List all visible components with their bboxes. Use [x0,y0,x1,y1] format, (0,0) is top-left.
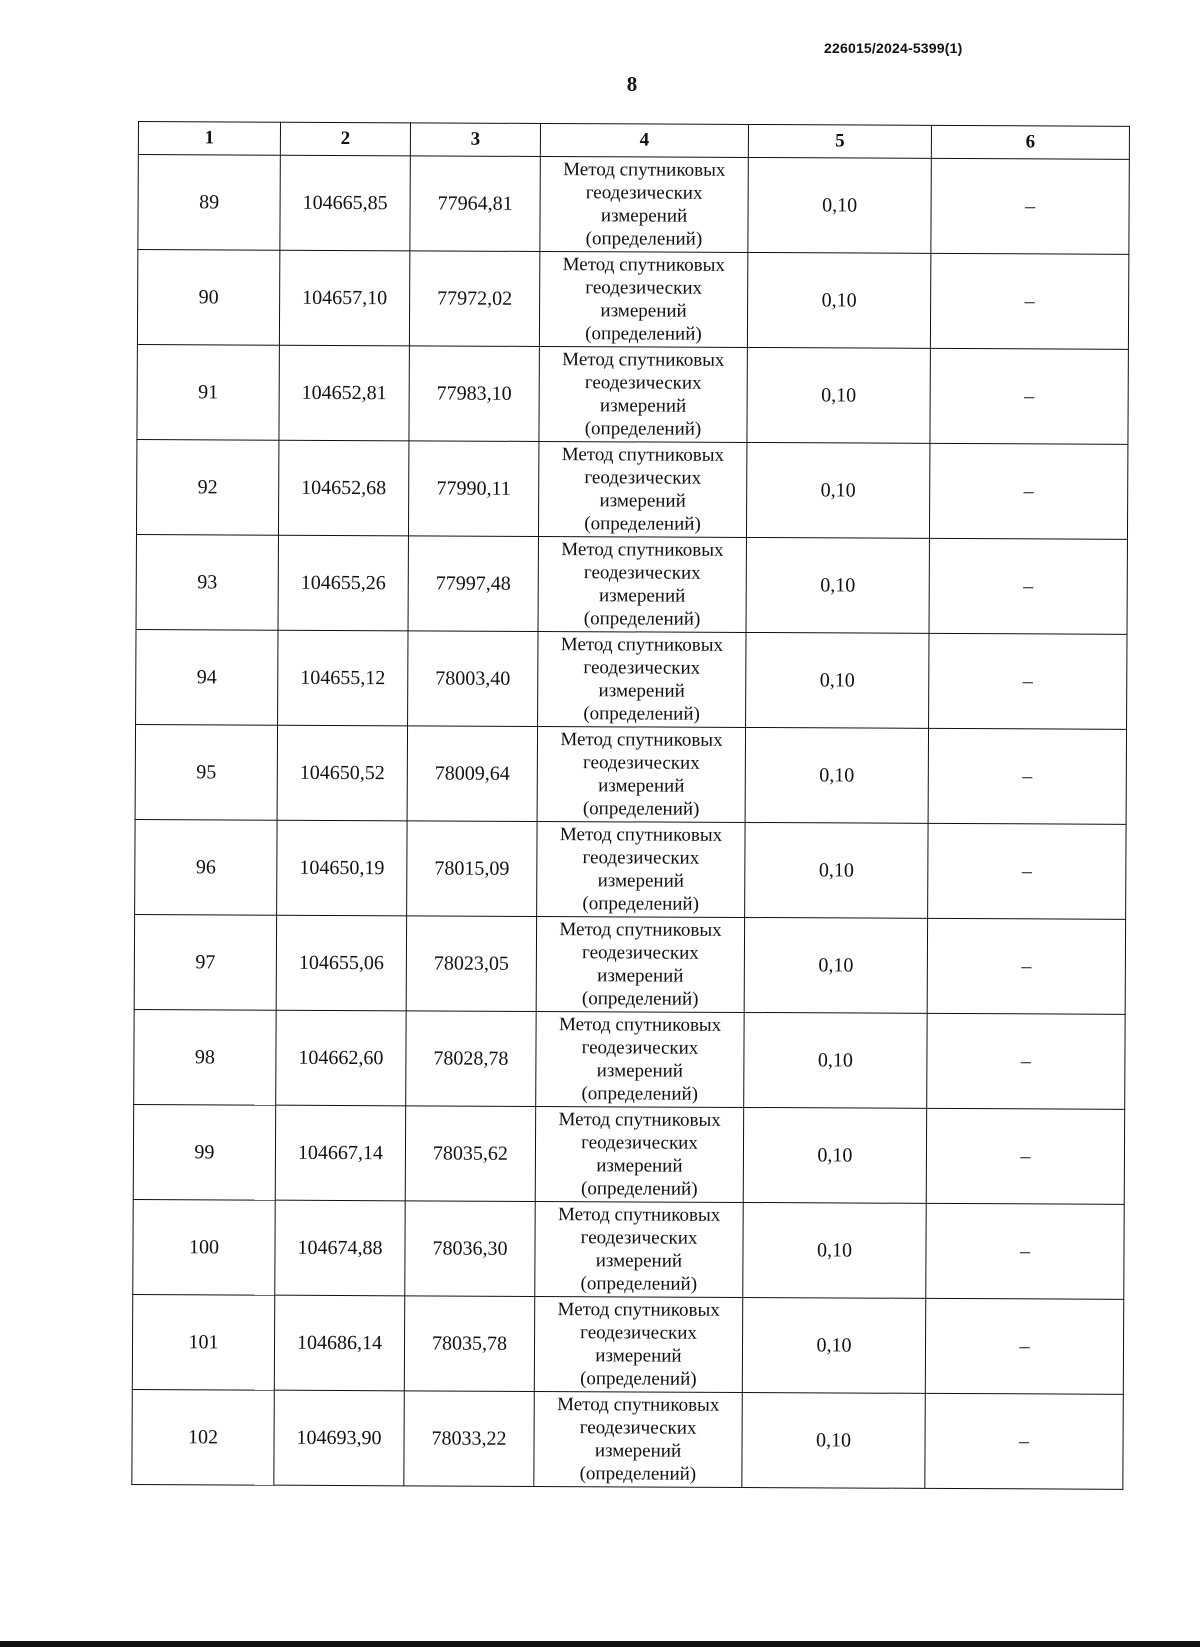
method-text-line: Метод спутниковых [557,1394,720,1416]
x-coordinate-cell: 104650,52 [277,725,407,821]
x-coordinate-cell: 104655,12 [278,630,408,726]
method-text-line: измерений [598,680,685,702]
table-row [138,155,1129,255]
table-row [132,1389,1123,1489]
y-coordinate-cell: 77964,81 [410,156,540,252]
y-coordinate-cell: 78015,09 [407,821,537,917]
method-text-line: геодезических [579,1417,697,1439]
method-text-line: Метод спутниковых [560,634,724,656]
method-cell [536,1011,744,1107]
method-cell [535,1201,743,1297]
y-coordinate-cell: 78035,78 [404,1296,534,1392]
note-cell: – [928,728,1126,824]
method-text-line: геодезических [584,467,702,489]
note-cell: – [930,348,1128,444]
method-text-line: (определений) [582,893,699,915]
y-coordinate-cell: 77990,11 [408,441,538,537]
method-text-line: геодезических [582,752,700,774]
column-header-3: 3 [410,123,540,157]
method-cell [538,441,746,537]
note-cell: – [929,633,1127,729]
method-text-line: геодезических [580,1227,698,1249]
method-text-line: Метод спутниковых [560,729,723,751]
y-coordinate-cell: 78033,22 [404,1391,534,1487]
y-coordinate-cell: 77972,02 [409,251,539,347]
method-text-line: геодезических [583,657,701,679]
table-row [136,534,1127,634]
accuracy-cell: 0,10 [743,1202,926,1298]
accuracy-cell: 0,10 [748,157,931,253]
method-text-line: Метод спутниковых [561,539,724,561]
note-cell: – [928,823,1126,919]
point-number-cell: 95 [135,724,277,820]
point-number-cell: 96 [135,819,277,915]
coordinates-table-container [131,121,1129,1490]
method-cell [538,631,746,727]
y-coordinate-cell: 78035,62 [405,1106,535,1202]
point-number-cell: 93 [136,534,278,630]
method-cell [537,726,745,822]
accuracy-cell: 0,10 [742,1297,925,1393]
accuracy-cell: 0,10 [745,727,928,823]
point-number-cell: 92 [136,439,278,535]
table-row [136,439,1127,539]
table-row [137,250,1128,350]
point-number-cell: 91 [137,344,279,440]
point-number-cell: 99 [133,1104,275,1200]
x-coordinate-cell: 104650,19 [277,820,407,916]
method-text-line: Метод спутниковых [563,159,726,181]
method-text-line: Метод спутниковых [559,919,722,941]
method-text-line: геодезических [585,277,703,299]
x-coordinate-cell: 104655,26 [278,535,408,631]
method-cell [539,251,747,347]
method-text-line: Метод спутниковых [562,349,725,371]
table-row [135,724,1126,824]
method-cell [534,1296,742,1392]
method-text-line: измерений [597,870,684,892]
method-text-line: Метод спутниковых [558,1014,722,1036]
note-cell: – [925,1298,1123,1394]
method-text-line: измерений [599,395,687,417]
method-text-line: измерений [597,965,684,987]
accuracy-cell: 0,10 [743,1107,926,1203]
method-text-line: геодезических [585,182,703,204]
column-header-1: 1 [138,122,280,156]
method-cell [535,1106,743,1202]
point-number-cell: 94 [136,629,278,725]
document-number: 226015/2024-5399(1) [824,40,963,56]
note-cell: – [926,1108,1124,1204]
accuracy-cell: 0,10 [744,917,927,1013]
table-row [133,1104,1124,1204]
note-cell: – [927,1013,1125,1109]
method-text-line: (определений) [579,1463,697,1485]
method-text-line: Метод спутниковых [559,824,723,846]
method-text-line: (определений) [580,1368,697,1390]
method-text-line: (определений) [581,1083,699,1105]
method-cell [536,916,744,1012]
method-text-line: Метод спутниковых [557,1299,720,1321]
x-coordinate-cell: 104655,06 [276,915,406,1011]
note-cell: – [926,1203,1124,1299]
method-text-line: геодезических [583,562,701,584]
method-text-line: измерений [600,205,688,227]
table-row [135,819,1126,919]
page-number: 8 [626,72,638,96]
column-header-6: 6 [931,125,1129,159]
y-coordinate-cell: 78003,40 [408,631,538,727]
method-cell [539,346,747,442]
method-text-line: (определений) [581,988,699,1010]
point-number-cell: 101 [132,1294,274,1390]
accuracy-cell: 0,10 [747,347,930,443]
table-header-row [138,122,1129,160]
note-cell: – [929,538,1127,634]
note-cell: – [927,918,1125,1014]
table-row [133,1199,1124,1299]
x-coordinate-cell: 104674,88 [275,1200,405,1296]
method-text-line: измерений [596,1060,684,1082]
coordinates-table [131,121,1130,1490]
y-coordinate-cell: 78028,78 [406,1011,536,1107]
y-coordinate-cell: 78009,64 [407,726,537,822]
note-cell: – [925,1393,1123,1489]
x-coordinate-cell: 104693,90 [274,1390,404,1486]
point-number-cell: 100 [133,1199,275,1295]
point-number-cell: 97 [134,914,276,1010]
x-coordinate-cell: 104662,60 [276,1010,406,1106]
method-text-line: (определений) [584,418,702,440]
note-cell: – [930,253,1128,349]
method-text-line: Метод спутниковых [562,254,725,276]
method-text-line: (определений) [580,1273,698,1295]
point-number-cell: 89 [138,155,280,251]
table-row [134,1009,1125,1109]
table-row [134,914,1125,1014]
method-cell [538,536,746,632]
method-text-line: измерений [594,1440,682,1462]
note-cell: – [929,443,1127,539]
accuracy-cell: 0,10 [747,252,930,348]
scan-edge-bar [0,1641,1200,1647]
accuracy-cell: 0,10 [746,537,929,633]
method-text-line: (определений) [584,513,701,535]
method-text-line: (определений) [580,1178,698,1200]
x-coordinate-cell: 104657,10 [279,250,409,346]
method-text-line: измерений [599,490,686,512]
method-text-line: Метод спутниковых [561,444,725,466]
point-number-cell: 98 [134,1009,276,1105]
method-text-line: (определений) [583,608,701,630]
method-cell [540,156,748,252]
column-header-4: 4 [540,123,748,157]
method-text-line: (определений) [583,703,700,725]
column-header-2: 2 [280,122,410,156]
method-cell [534,1391,742,1487]
method-text-line: измерений [600,300,687,322]
method-text-line: (определений) [585,323,702,345]
method-text-line: геодезических [582,847,700,869]
method-text-line: геодезических [581,1132,698,1154]
method-text-line: геодезических [581,1037,699,1059]
method-text-line: измерений [596,1155,683,1177]
method-cell [537,821,745,917]
table-row [137,344,1128,444]
y-coordinate-cell: 78036,30 [405,1201,535,1297]
x-coordinate-cell: 104665,85 [280,155,410,251]
y-coordinate-cell: 77997,48 [408,536,538,632]
method-text-line: геодезических [580,1322,697,1344]
accuracy-cell: 0,10 [742,1392,925,1488]
x-coordinate-cell: 104667,14 [275,1105,405,1201]
y-coordinate-cell: 78023,05 [406,916,536,1012]
method-text-line: измерений [598,775,685,797]
method-text-line: измерений [595,1250,683,1272]
accuracy-cell: 0,10 [746,632,929,728]
method-text-line: (определений) [585,228,703,250]
table-body [132,155,1129,1490]
accuracy-cell: 0,10 [744,1012,927,1108]
accuracy-cell: 0,10 [745,822,928,918]
table-row [132,1294,1123,1394]
point-number-cell: 90 [137,250,279,346]
method-text-line: измерений [598,585,686,607]
method-text-line: геодезических [582,942,699,964]
note-cell: – [931,158,1129,254]
x-coordinate-cell: 104652,68 [278,440,408,536]
method-text-line: Метод спутниковых [558,1109,721,1131]
method-text-line: геодезических [584,372,702,394]
y-coordinate-cell: 77983,10 [409,346,539,442]
x-coordinate-cell: 104652,81 [279,345,409,441]
method-text-line: (определений) [582,798,700,820]
table-row [136,629,1127,729]
point-number-cell: 102 [132,1389,274,1485]
method-text-line: измерений [595,1345,682,1367]
column-header-5: 5 [748,124,931,158]
x-coordinate-cell: 104686,14 [274,1295,404,1391]
accuracy-cell: 0,10 [746,442,929,538]
method-text-line: Метод спутниковых [557,1204,721,1226]
